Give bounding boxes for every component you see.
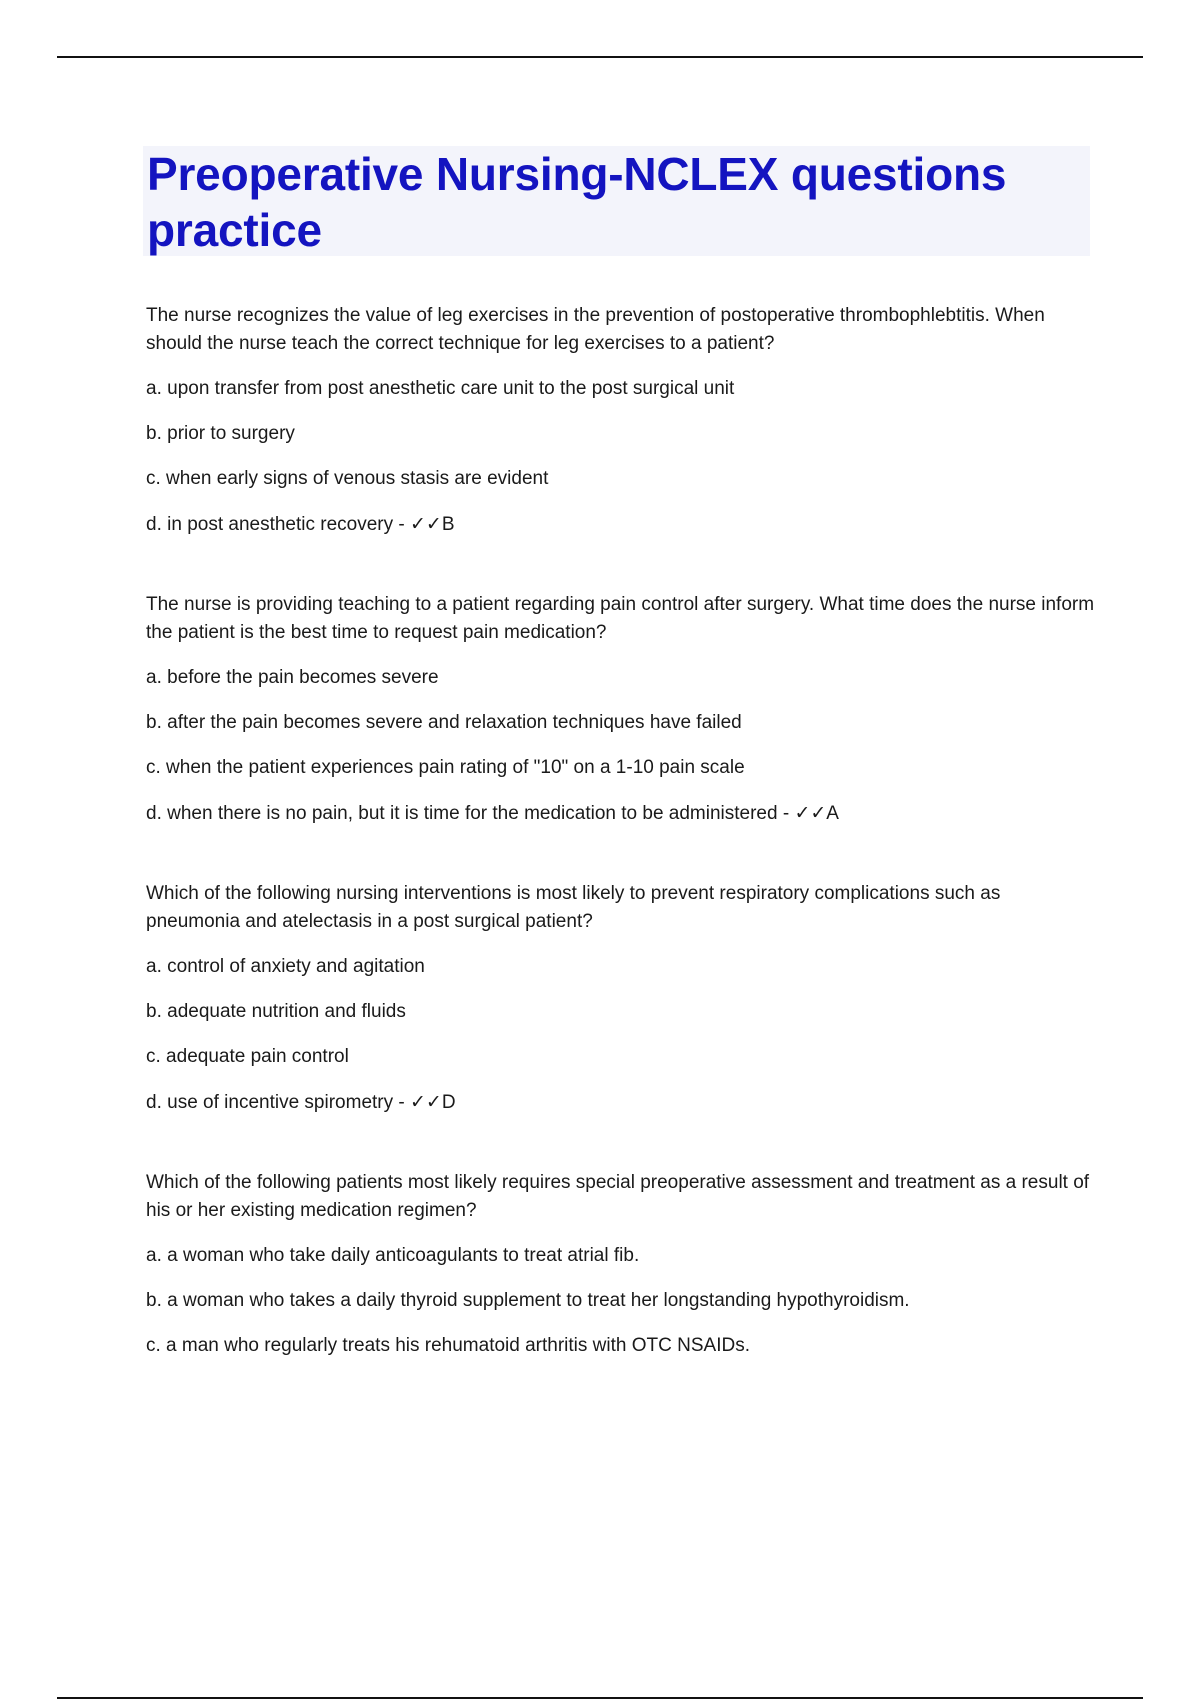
question-2 <box>146 591 1096 828</box>
option-c: c. a man who regularly treats his rehumatoid arthritis with OTC NSAIDs. <box>146 1335 750 1356</box>
option-d <box>146 1088 1096 1117</box>
question-4 <box>146 1169 1096 1360</box>
double-check-icon: ✓✓ <box>410 513 442 535</box>
document-title: Preoperative Nursing-NCLEX questions practice <box>147 148 1007 256</box>
question-text: The nurse is providing teaching to a patient regarding pain control after surgery. What time does the nurse inform the patient is the best time to request pain medication? <box>146 594 1095 643</box>
option-b: b. a woman who takes a daily thyroid supplement to treat her longstanding hypothyroidism. <box>146 1290 910 1311</box>
option-a: a. a woman who take daily anticoagulants to treat atrial fib. <box>146 1245 640 1266</box>
option-c: c. adequate pain control <box>146 1046 349 1067</box>
option-d-text: d. in post anesthetic recovery - <box>146 514 411 535</box>
option-b: b. prior to surgery <box>146 423 295 444</box>
option-a: a. upon transfer from post anesthetic care unit to the post surgical unit <box>146 378 735 399</box>
title-banner <box>143 146 1090 256</box>
answer-key: D <box>441 1092 456 1113</box>
option-c: c. when early signs of venous stasis are evident <box>146 468 549 489</box>
question-text: The nurse recognizes the value of leg exercises in the prevention of postoperative thrombophlebtitis. When should the nurse teach the correct technique for leg exercises to a patient? <box>146 305 1045 354</box>
option-d <box>146 510 1096 539</box>
option-a: a. before the pain becomes severe <box>146 667 439 688</box>
bottom-divider <box>57 1697 1143 1699</box>
answer-key: B <box>441 514 455 535</box>
option-c: c. when the patient experiences pain rating of "10" on a 1-10 pain scale <box>146 757 745 778</box>
option-a: a. control of anxiety and agitation <box>146 956 425 977</box>
option-d <box>146 799 1096 828</box>
top-divider <box>57 56 1143 58</box>
option-b: b. adequate nutrition and fluids <box>146 1001 406 1022</box>
double-check-icon: ✓✓ <box>794 802 827 824</box>
answer-key: A <box>826 803 839 824</box>
question-list <box>146 302 1096 1412</box>
question-1 <box>146 302 1096 539</box>
question-text: Which of the following nursing interventions is most likely to prevent respiratory complications such as pneumonia and atelectasis in a post surgical patient? <box>146 883 1001 932</box>
option-b: b. after the pain becomes severe and relaxation techniques have failed <box>146 712 742 733</box>
double-check-icon: ✓✓ <box>410 1091 442 1113</box>
option-d-text: d. when there is no pain, but it is time for the medication to be administered - <box>146 803 795 824</box>
question-3 <box>146 880 1096 1117</box>
question-text: Which of the following patients most likely requires special preoperative assessment and treatment as a result of his or her existing medication regimen? <box>146 1172 1090 1221</box>
option-d-text: d. use of incentive spirometry - <box>146 1092 410 1113</box>
